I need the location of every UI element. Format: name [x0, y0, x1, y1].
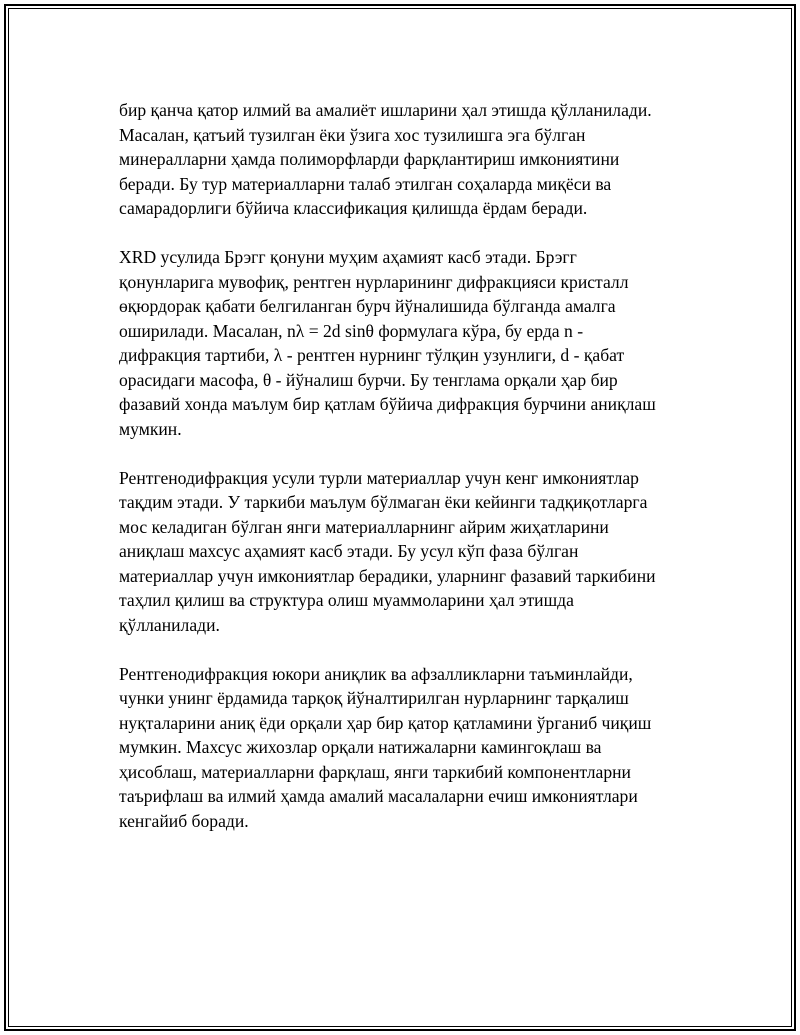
- text-line: таҳлил қилиш ва структура олиш муаммоларини ҳал этишда: [119, 590, 574, 610]
- text-line: Рентгенодифракция усули турли материаллар учун кенг имкониятлар: [119, 467, 639, 488]
- text-line: ҳисоблаш, материалларни фарқлаш, янги таркибий компонентларни: [119, 761, 631, 782]
- text-line: фазавий хонда маълум бир қатлам бўйича дифракция бурчини аниқлаш: [119, 394, 656, 414]
- text-line: қонунларига мувофиқ, рентген нурларининг дифракцияси кристалл: [119, 271, 629, 292]
- text-line: таърифлаш ва илмий ҳамда амалий масалаларни ечиш имкониятлари: [119, 786, 638, 806]
- text-line: беради. Бу тур материалларни талаб этилган соҳаларда миқёси ва: [119, 173, 612, 194]
- text-line: мумкин. Махсус жихозлар орқали натижаларни камингоқлаш ва: [119, 737, 602, 757]
- text-line: материаллар учун имкониятлар берадики, уларнинг фазавий таркибини: [119, 565, 656, 586]
- text-line: дифракция тартиби, λ - рентген нурнинг тўлқин узунлиги, d - қабат: [119, 345, 625, 365]
- paragraph-3: [119, 466, 694, 638]
- text-line: XRD усулида Брэгг қонуни муҳим аҳамият касб этади. Брэгг: [119, 247, 577, 267]
- text-line: самарадорлиги бўйича классификация қилишда ёрдам беради.: [119, 198, 588, 218]
- text-line: Масалан, қатъий тузилган ёки ўзига хос тузилишга эга бўлган: [119, 124, 586, 145]
- text-line: қўлланилади.: [119, 614, 220, 635]
- text-line: чунки унинг ёрдамида тарқоқ йўналтирилган нурларнинг тарқалиш: [119, 688, 629, 708]
- text-line: бир қанча қатор илмий ва амалиёт ишларини ҳал этишда қўлланилади.: [119, 100, 652, 120]
- paragraph-4: [119, 662, 694, 834]
- text-line: мос келадиган бўлган янги материалларнинг айрим жиҳатларини: [119, 516, 609, 537]
- paragraph-2: [119, 245, 694, 441]
- text-line: кенгайиб боради.: [119, 810, 249, 831]
- text-line: өқюрдорак қабати белгиланган бурч йўналишида бўлганда амалга: [119, 296, 616, 316]
- paragraph-1: [119, 98, 694, 221]
- document-body: [119, 98, 694, 858]
- text-line: аниқлаш махсус аҳамият касб этади. Бу усул кўп фаза бўлган: [119, 541, 579, 561]
- text-line: орасидаги масофа, θ - йўналиш бурчи. Бу тенглама орқали ҳар бир: [119, 369, 618, 390]
- text-line: нуқталарини аниқ ёди орқали ҳар бир қатор қатламини ўрганиб чиқиш: [119, 712, 652, 733]
- text-line: тақдим этади. У таркиби маълум бўлмаган ёки кейинги тадқиқотларга: [119, 492, 648, 512]
- page-frame: [4, 4, 796, 1031]
- text-line: Рентгенодифракция юкори аниқлик ва афзалликларни таъминлайди,: [119, 663, 633, 684]
- text-line: мумкин.: [119, 418, 182, 439]
- text-line: оширилади. Масалан, nλ = 2d sinθ формулага кўра, бу ерда n -: [119, 320, 584, 341]
- text-line: минералларни ҳамда полиморфларди фарқлантириш имкониятини: [119, 149, 620, 169]
